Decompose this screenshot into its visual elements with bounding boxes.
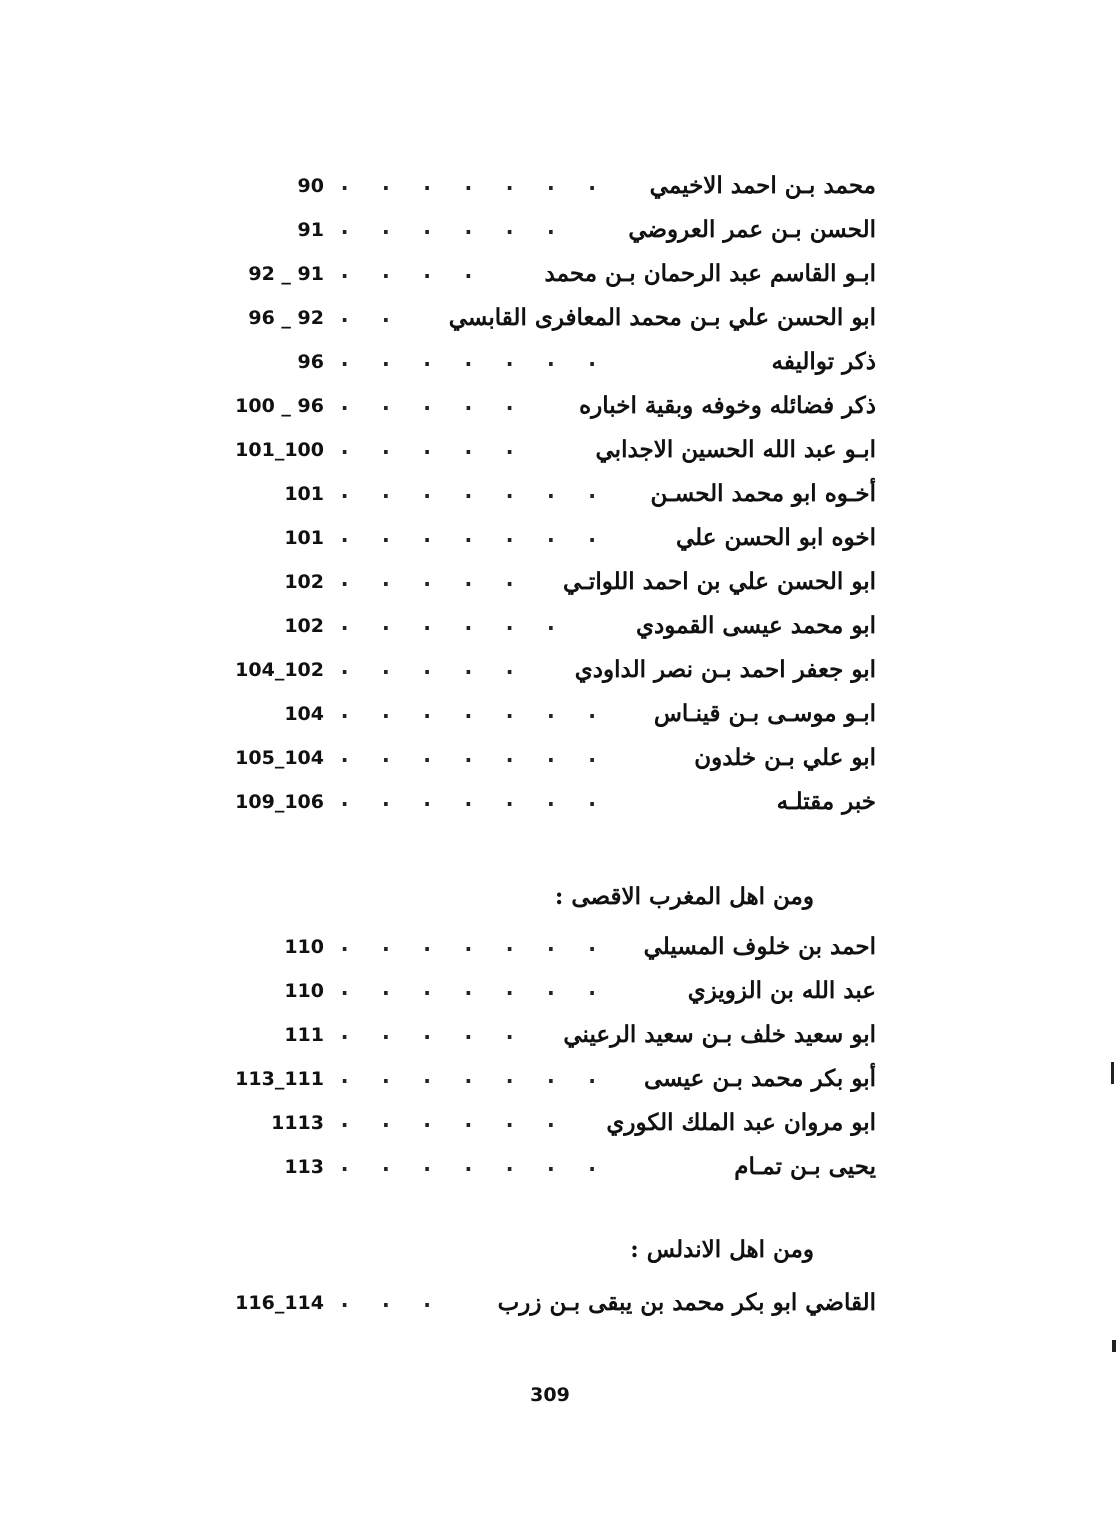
toc-entry	[0, 1148, 1116, 1192]
toc-entry	[0, 695, 1116, 739]
toc-entry	[0, 343, 1116, 387]
dot-leader: .......	[338, 171, 627, 196]
toc-entry	[0, 475, 1116, 519]
entry-pages: 113_111	[235, 1068, 324, 1090]
toc-group-2	[0, 928, 1116, 1192]
toc-entry	[0, 431, 1116, 475]
entry-title: ابو الحسن علي بـن محمد المعافرى القابسي	[448, 304, 876, 331]
toc-entry	[0, 783, 1116, 827]
section-heading-maghreb: ومن اهل المغرب الاقصى :	[554, 883, 814, 910]
toc-entry	[0, 928, 1116, 972]
toc-entry	[0, 299, 1116, 343]
entry-pages: 102	[284, 571, 324, 593]
entry-title: ابـو القاسم عبد الرحمان بـن محمد	[544, 260, 876, 287]
entry-pages: 110	[284, 936, 324, 958]
entry-pages: 110	[284, 980, 324, 1002]
entry-pages: 104_102	[235, 659, 324, 681]
dot-leader: .......	[338, 932, 627, 957]
entry-pages: 91	[297, 219, 324, 241]
toc-entry	[0, 255, 1116, 299]
dot-leader: .......	[338, 743, 627, 768]
entry-title: الحسن بـن عمر العروضي	[628, 216, 876, 243]
toc-group-3	[0, 1284, 1116, 1328]
entry-title: ابو علي بـن خلدون	[694, 744, 876, 771]
entry-pages: 116_114	[235, 1292, 324, 1314]
entry-title: ذكر تواليفه	[771, 348, 876, 375]
toc-entry	[0, 651, 1116, 695]
toc-entry	[0, 519, 1116, 563]
dot-leader: .......	[338, 787, 627, 812]
dot-leader: .......	[338, 976, 627, 1001]
toc-entry	[0, 972, 1116, 1016]
entry-title: القاضي ابو بكر محمد بن يبقى بـن زرب	[497, 1289, 876, 1316]
entry-title: ابو محمد عيسى القمودي	[635, 612, 876, 639]
dot-leader: .....	[338, 435, 545, 460]
dot-leader: .......	[338, 479, 627, 504]
entry-title: ابـو موسـى بـن قينـاس	[653, 700, 876, 727]
toc-entry	[0, 1060, 1116, 1104]
entry-pages: 102	[284, 615, 324, 637]
dot-leader: .......	[338, 1064, 627, 1089]
toc-entry	[0, 739, 1116, 783]
section-heading-andalus: ومن اهل الاندلس :	[630, 1236, 814, 1263]
entry-pages: 96	[297, 351, 324, 373]
dot-leader: ......	[338, 1108, 586, 1133]
entry-pages: 111	[284, 1024, 324, 1046]
dot-leader: .......	[338, 699, 627, 724]
toc-entry	[0, 1284, 1116, 1328]
entry-title: ذكر فضائله وخوفه وبقية اخباره	[579, 392, 876, 419]
dot-leader: ....	[338, 259, 503, 284]
entry-title: أخـوه ابو محمد الحسـن	[650, 480, 876, 507]
entry-title: احمد بن خلوف المسيلي	[643, 933, 876, 960]
entry-title: ابـو عبد الله الحسين الاجدابي	[595, 436, 876, 463]
entry-title: يحيى بـن تمـام	[734, 1153, 876, 1180]
entry-title: عبد الله بن الزويزي	[687, 977, 876, 1004]
entry-pages: 1113	[271, 1112, 324, 1134]
entry-title: أبو بكر محمد بـن عيسى	[643, 1065, 876, 1092]
dot-leader: .....	[338, 655, 545, 680]
dot-leader: ...	[338, 1288, 462, 1313]
entry-pages: 90	[297, 175, 324, 197]
entry-title: ابو جعفر احمد بـن نصر الداودي	[574, 656, 876, 683]
dot-leader: .......	[338, 1152, 627, 1177]
dot-leader: .......	[338, 523, 627, 548]
entry-pages: 96 _ 92	[248, 307, 324, 329]
dot-leader: ..	[338, 303, 421, 328]
toc-entry	[0, 167, 1116, 211]
toc-entry	[0, 387, 1116, 431]
toc-group-1	[0, 167, 1116, 827]
entry-title: اخوه ابو الحسن علي	[675, 524, 876, 551]
entry-pages: 101	[284, 527, 324, 549]
toc-entry	[0, 1016, 1116, 1060]
entry-pages: 101	[284, 483, 324, 505]
page-number: 309	[530, 1384, 570, 1406]
entry-pages: 101_100	[235, 439, 324, 461]
entry-pages: 92 _ 91	[248, 263, 324, 285]
dot-leader: .......	[338, 347, 627, 372]
dot-leader: .....	[338, 567, 545, 592]
entry-pages: 105_104	[235, 747, 324, 769]
toc-entry	[0, 563, 1116, 607]
dot-leader: .....	[338, 391, 545, 416]
dot-leader: ......	[338, 611, 586, 636]
entry-title: محمد بـن احمد الاخيمي	[649, 172, 876, 199]
toc-entry	[0, 1104, 1116, 1148]
dot-leader: ......	[338, 215, 586, 240]
scan-edge-mark	[1112, 1340, 1116, 1352]
entry-title: خبر مقتلـه	[776, 788, 876, 815]
entry-pages: 109_106	[235, 791, 324, 813]
entry-pages: 104	[284, 703, 324, 725]
dot-leader: .....	[338, 1020, 545, 1045]
entry-title: ابو مروان عبد الملك الكوري	[606, 1109, 876, 1136]
entry-pages: 100 _ 96	[235, 395, 324, 417]
entry-pages: 113	[284, 1156, 324, 1178]
scan-edge-mark	[1111, 1062, 1114, 1084]
entry-title: ابو سعيد خلف بـن سعيد الرعيني	[563, 1021, 876, 1048]
toc-entry	[0, 607, 1116, 651]
entry-title: ابو الحسن علي بن احمد اللواتـي	[563, 568, 876, 595]
toc-entry	[0, 211, 1116, 255]
